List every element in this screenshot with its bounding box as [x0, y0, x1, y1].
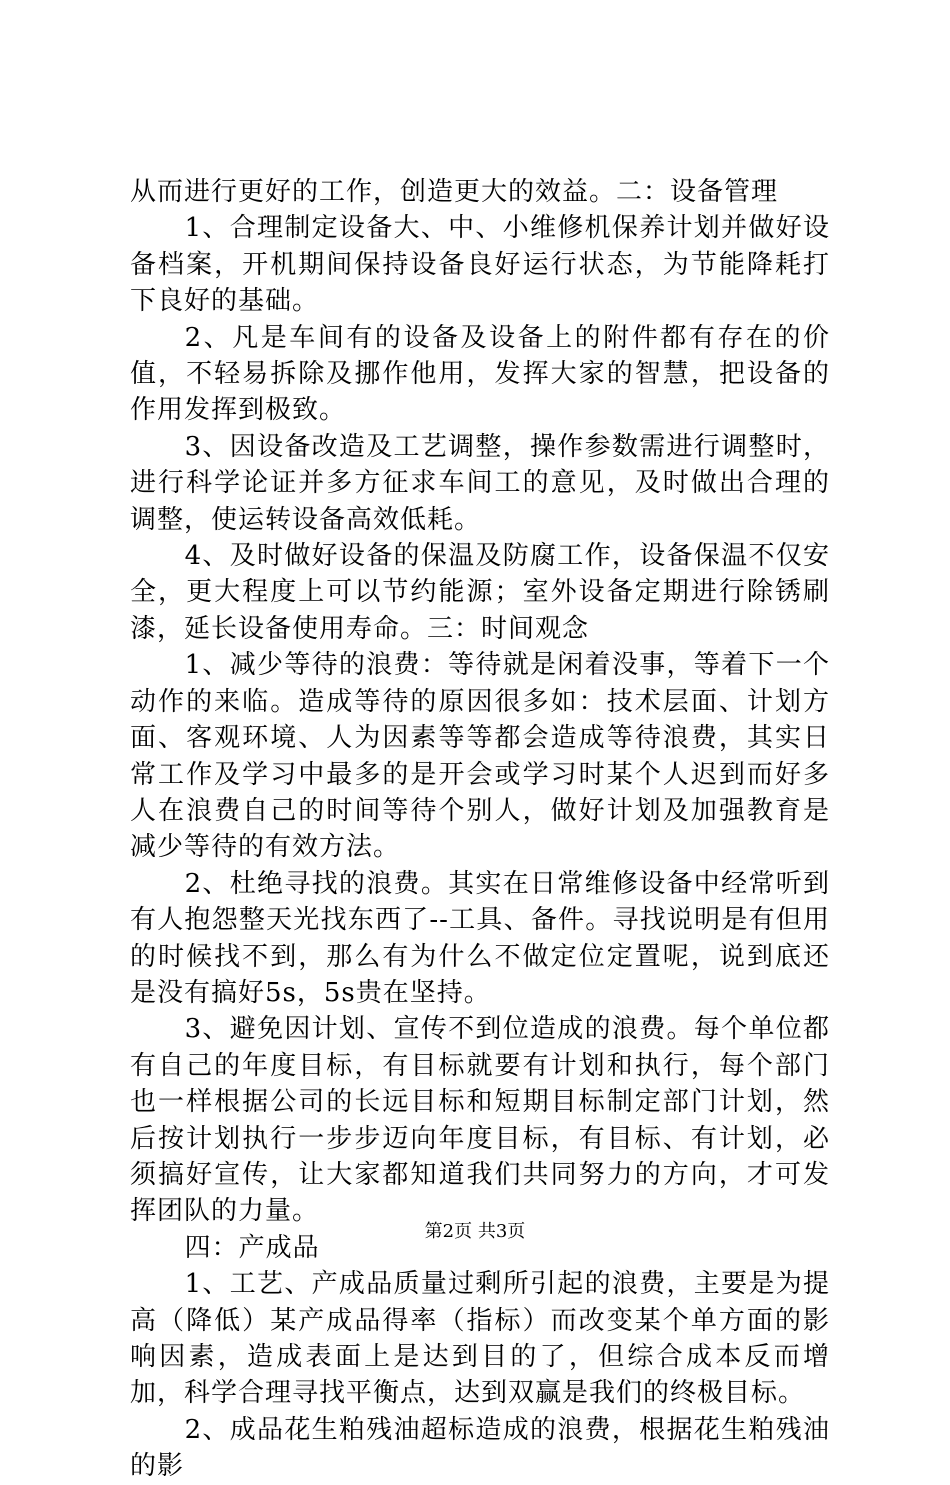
document-body — [130, 174, 830, 1485]
paragraph-equipment-2: 2、凡是车间有的设备及设备上的附件都有存在的价值，不轻易拆除及挪作他用，发挥大家的智慧，把设备的作用发挥到极致。 — [130, 322, 830, 426]
paragraph-continuation: 从而进行更好的工作，创造更大的效益。二：设备管理 — [130, 177, 779, 207]
paragraph-equipment-1: 1、合理制定设备大、中、小维修机保养计划并做好设备档案，开机期间保持设备良好运行状态，为节能降耗打下良好的基础。 — [130, 213, 830, 317]
page-number-footer: 第2页 共3页 — [424, 1221, 526, 1242]
paragraph-time-1: 1、减少等待的浪费：等待就是闲着没事，等着下一个动作的来临。造成等待的原因很多如：技术层面、计划方面、客观环境、人为因素等等都会造成等待浪费，其实日常工作及学习中最多的是开会或学习时某个人迟到而好多人在浪费自己的时间等待个别人，做好计划及加强教育是减少等待的有效方法。 — [130, 650, 830, 863]
paragraph-equipment-3: 3、因设备改造及工艺调整，操作参数需进行调整时，进行科学论证并多方征求车间工的意见，及时做出合理的调整，使运转设备高效低耗。 — [130, 431, 830, 535]
section-heading-products: 四：产成品 — [184, 1232, 320, 1263]
paragraph-equipment-4: 4、及时做好设备的保温及防腐工作，设备保温不仅安全，更大程度上可以节约能源；室外设备定期进行除锈刷漆，延长设备使用寿命。三：时间观念 — [130, 541, 830, 644]
paragraph-time-3: 3、避免因计划、宣传不到位造成的浪费。每个单位都有自己的年度目标，有目标就要有计划和执行，每个部门也一样根据公司的长远目标和短期目标制定部门计划，然后按计划执行一步步迈向年度目标，有目标、有计划，必须搞好宣传，让大家都知道我们共同努力的方向，才可发挥团队的力量。 — [130, 1014, 830, 1227]
paragraph-time-2: 2、杜绝寻找的浪费。其实在日常维修设备中经常听到有人抱怨整天光找东西了--工具、备件。寻找说明是有但用的时候找不到，那么有为什么不做定位定置呢，说到底还是没有搞好5s，5s贵在坚持。 — [130, 868, 830, 1008]
paragraph-products-2: 2、成品花生粕残油超标造成的浪费，根据花生粕残油的影 — [130, 1414, 830, 1482]
paragraph-products-1: 1、工艺、产成品质量过剩所引起的浪费，主要是为提高（降低）某产成品得率（指标）而改变某个单方面的影响因素，造成表面上是达到目的了，但综合成本反而增加，科学合理寻找平衡点，达到双赢是我们的终极目标。 — [130, 1269, 830, 1409]
